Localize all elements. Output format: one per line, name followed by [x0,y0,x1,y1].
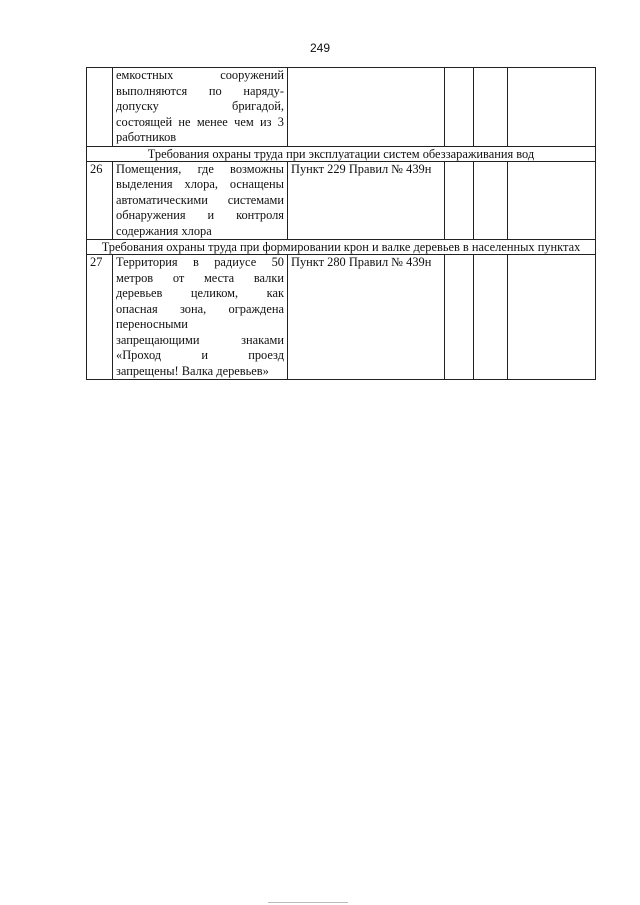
page-number: 249 [309,41,331,55]
answer-yes-cell [445,68,474,147]
requirement-line: переносными [116,317,188,331]
requirement-line: обнаружения и контроля [116,208,284,222]
requirement-line: запрещены! Валка деревьев» [116,363,269,378]
section-title: Требования охраны труда при эксплуатации систем обеззараживания вод [87,146,596,161]
checklist-table [86,67,596,380]
note-cell [508,68,596,147]
table-row-26 [87,161,596,240]
reference-cell: Пункт 229 Правил № 439н [288,161,445,240]
requirement-line: запрещающими знаками [116,332,284,347]
requirement-line: выполняются по наряду- [116,83,284,98]
answer-no-cell [474,161,508,240]
requirement-line: емкостных сооружений [116,68,284,82]
number-cell: 26 [87,161,113,240]
answer-yes-cell [445,161,474,240]
section-row [87,146,596,161]
note-cell [508,255,596,380]
requirement-line: выделения хлора, оснащены [116,177,284,191]
requirement-line: допуску бригадой, [116,99,284,113]
answer-yes-cell [445,255,474,380]
scan-edge-line [268,902,348,903]
reference-cell: Пункт 280 Правил № 439н [288,255,445,380]
note-cell [508,161,596,240]
requirement-line: «Проход и проезд [116,348,284,362]
section-row [87,240,596,255]
requirement-line: работников [116,130,177,144]
requirement-line: содержания хлора [116,223,212,238]
requirement-cell [113,255,288,380]
requirement-line: Территория в радиусе 50 [116,255,284,269]
requirement-line: метров от места валки [116,270,284,285]
answer-no-cell [474,68,508,147]
answer-no-cell [474,255,508,380]
requirement-cell [113,161,288,240]
requirement-line: деревьев целиком, как [116,286,284,300]
number-cell [87,68,113,147]
requirement-cell [113,68,288,147]
reference-cell [288,68,445,147]
section-title: Требования охраны труда при формировании крон и валке деревьев в населенных пунктах [87,240,596,255]
table-row-27 [87,255,596,380]
requirement-line: автоматическими системами [116,192,284,207]
requirement-line: состоящей не менее чем из 3 [116,114,284,129]
requirement-line: Помещения, где возможны [116,161,284,176]
requirement-line: опасная зона, ограждена [116,301,284,316]
table-row-continuation [87,68,596,147]
number-cell: 27 [87,255,113,380]
